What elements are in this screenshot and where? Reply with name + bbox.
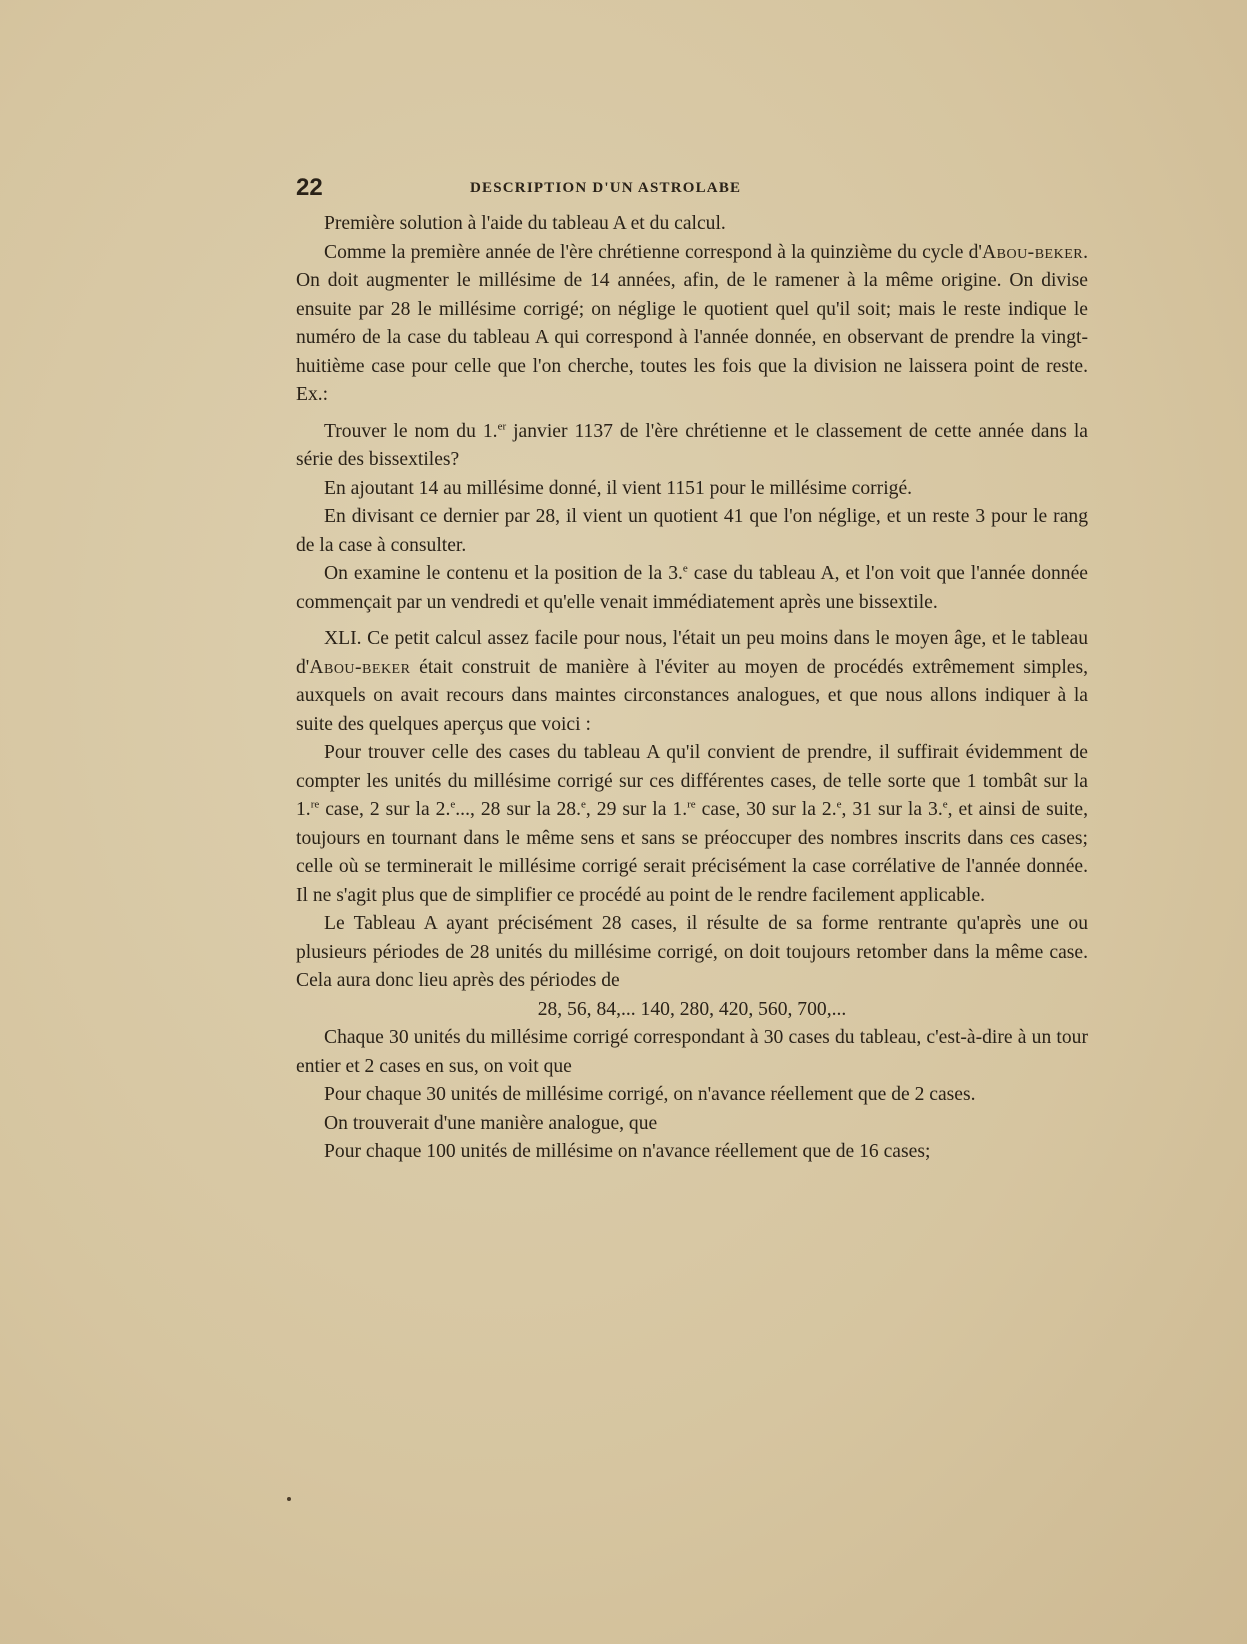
superscript: e: [836, 798, 842, 811]
text-run: Première solution à l'aide du tableau A et du calcul.: [324, 213, 726, 234]
superscript: re: [310, 798, 320, 811]
text-run: janvier 1137 de l'ère chrétienne et le classement de cette année dans la série des bissextiles?: [296, 420, 1088, 470]
text-run: ..., 28 sur la 28.: [455, 799, 581, 820]
paragraph: [296, 1024, 1088, 1081]
text-run: Pour trouver celle des cases du tableau A qu'il convient de prendre, il suffirait évidemment de compter les unités du millésime corrigé sur ces différentes cases, de telle sorte que 1 tombât sur la 1.: [296, 742, 1088, 820]
text-run: case, 2 sur la 2.: [319, 799, 451, 820]
paragraph: [296, 996, 1088, 1025]
text-run: , 29 sur la 1.: [585, 799, 688, 820]
author-name: Abou-beker: [309, 656, 411, 678]
text-run: Pour chaque 30 unités de millésime corrigé, on n'avance réellement que de 2 cases.: [324, 1084, 976, 1105]
running-title: DESCRIPTION D'UN ASTROLABE: [470, 180, 742, 196]
text-run: case du tableau A, et l'on voit que l'année donnée commençait par un vendredi et qu'elle venait immédiatement après une bissextile.: [296, 563, 1088, 613]
paragraph: [296, 239, 1088, 410]
superscript: e: [942, 798, 948, 811]
paragraph: [296, 1138, 1088, 1167]
text-run: Pour chaque 100 unités de millésime on n'avance réellement que de 16 cases;: [324, 1141, 931, 1162]
paragraph: [296, 475, 1088, 504]
superscript: er: [497, 419, 507, 432]
body-text: [296, 210, 1088, 1167]
paragraph: [296, 503, 1088, 560]
paragraph: [296, 1110, 1088, 1139]
text-run: XLI. Ce petit calcul assez facile pour nous, l'était un peu moins dans le moyen âge, et le tableau d': [296, 628, 1088, 678]
text-run: était construit de manière à l'éviter au moyen de procédés extrêmement simples, auxquels on avait recours dans maintes circonstances analogues, et que nous allons indiquer à la suite des quelques aperçus que voici :: [296, 656, 1088, 735]
text-run: En divisant ce dernier par 28, il vient un quotient 41 que l'on néglige, et un reste 3 pour le rang de la case à consulter.: [296, 506, 1088, 556]
text-run: 28, 56, 84,... 140, 280, 420, 560, 700,...: [537, 998, 847, 1020]
page-number: 22: [296, 174, 323, 201]
paragraph: [296, 1081, 1088, 1110]
superscript: e: [682, 562, 688, 575]
superscript: re: [687, 798, 696, 811]
paragraph: [296, 210, 1088, 239]
ink-speck: [287, 1497, 291, 1501]
text-run: On examine le contenu et la position de la 3.: [324, 563, 683, 584]
text-run: Le Tableau A ayant précisément 28 cases, il résulte de sa forme rentrante qu'après une ou plusieurs périodes de 28 unités du millésime corrigé, on doit toujours retomber dans la même case. Cela aura donc lieu après des périodes de: [296, 913, 1088, 991]
superscript: e: [450, 798, 456, 811]
superscript: e: [581, 798, 586, 811]
text-run: . On doit augmenter le millésime de 14 années, afin, de le ramener à la même origine. On divise ensuite par 28 le millésime corrigé; on néglige le quotient quel qu'il soit; mais le reste indique le numéro de la case du tableau A qui correspond à l'année donnée, en observant de prendre la vingt-huitième case pour celle que l'on cherche, toutes les fois que la division ne laissera point de reste. Ex.:: [296, 241, 1088, 405]
text-run: Comme la première année de l'ère chrétienne correspond à la quinzième du cycle d': [324, 241, 982, 263]
paragraph: [296, 625, 1088, 739]
text-run: , 31 sur la 3.: [841, 799, 943, 820]
paragraph: [296, 739, 1088, 910]
paragraph: [296, 560, 1088, 617]
text-run: Chaque 30 unités du millésime corrigé correspondant à 30 cases du tableau, c'est-à-dire à un tour entier et 2 cases en sus, on voit que: [296, 1027, 1088, 1077]
text-run: On trouverait d'une manière analogue, que: [324, 1112, 658, 1134]
page-header: [296, 174, 876, 204]
paragraph: [296, 910, 1088, 996]
paragraph: [296, 418, 1088, 475]
text-run: , et ainsi de suite, toujours en tournant dans le même sens et sans se préoccuper des nombres inscrits dans ces cases; celle où se terminerait le millésime corrigé serait précisément la case corrélative de l'année donnée. Il ne s'agit plus que de simplifier ce procédé au point de le rendre facilement applicable.: [296, 799, 1089, 906]
text-run: Trouver le nom du 1.: [324, 420, 498, 442]
text-run: En ajoutant 14 au millésime donné, il vient 1151 pour le millésime corrigé.: [324, 477, 913, 499]
author-name: Abou-beker: [981, 241, 1084, 263]
text-run: case, 30 sur la 2.: [695, 799, 837, 820]
